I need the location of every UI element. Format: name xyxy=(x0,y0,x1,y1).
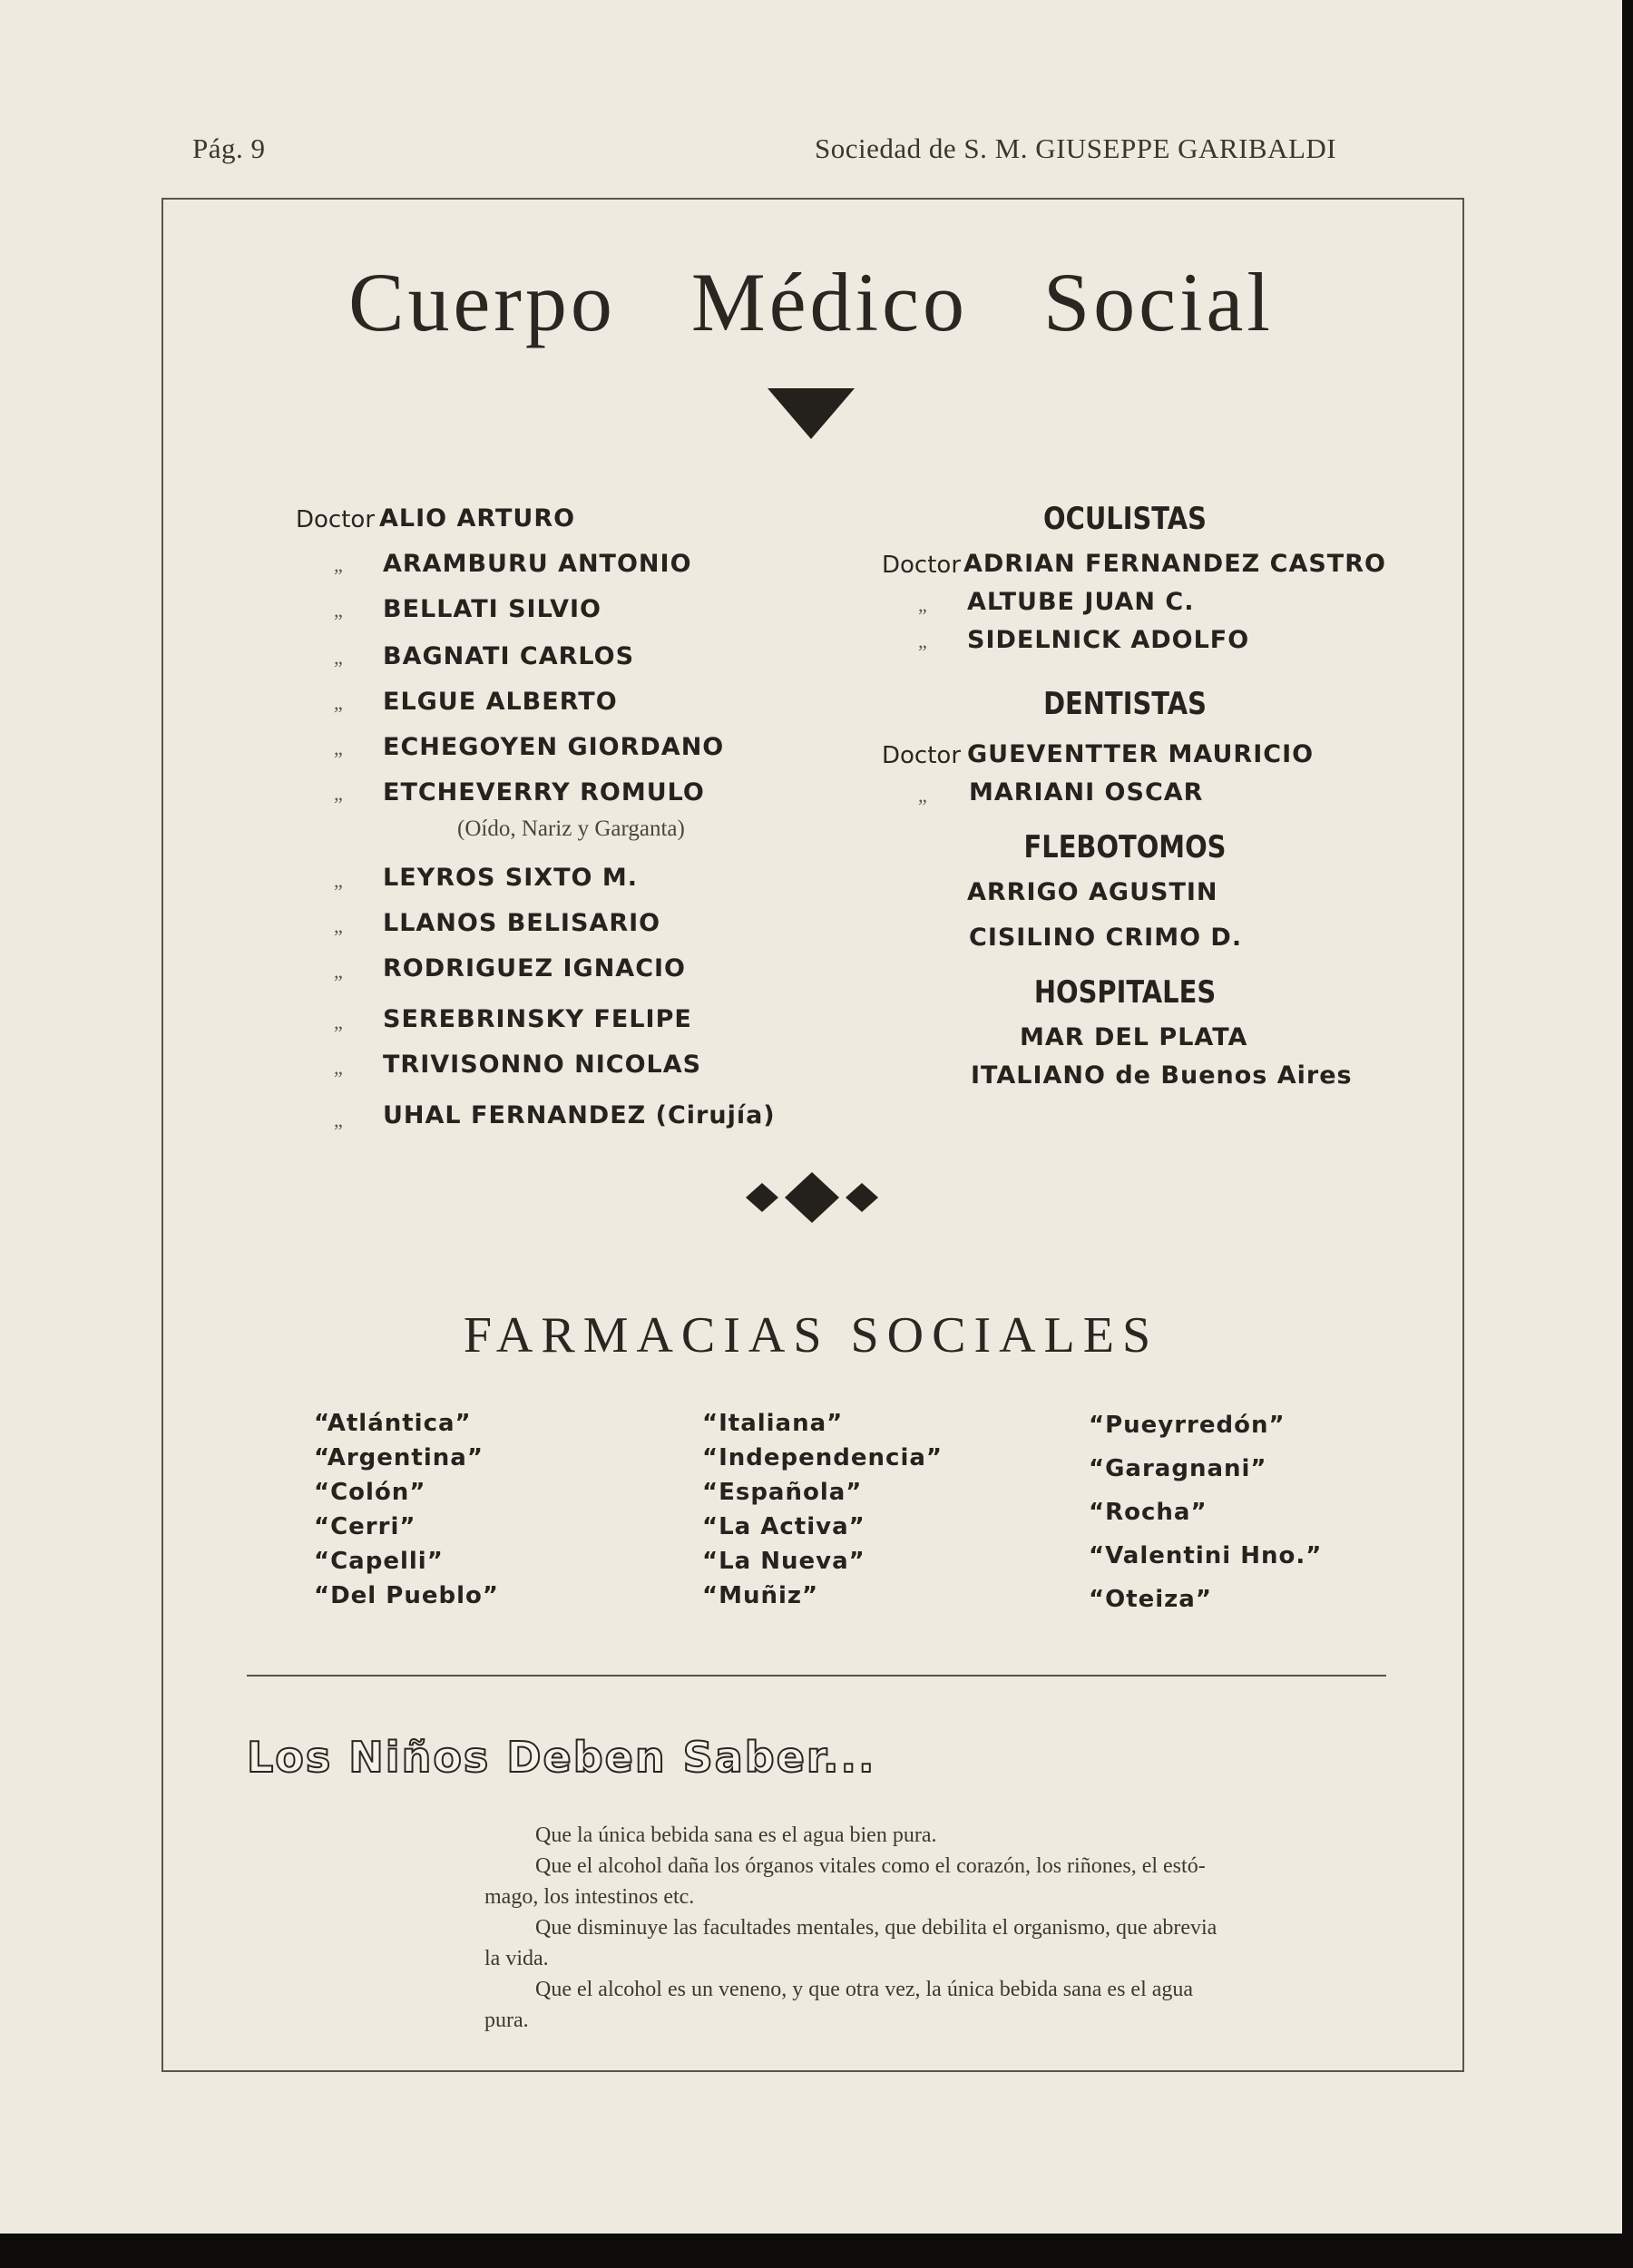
paragraph-line: Que el alcohol daña los órganos vitales como el corazón, los riñones, el estó- xyxy=(535,1854,1206,1878)
ninos-title: Los Niños Deben Saber... xyxy=(247,1733,876,1782)
pharmacy-name: “Oteiza” xyxy=(1089,1586,1212,1613)
doctor-name: BAGNATI CARLOS xyxy=(383,642,635,670)
paragraph-line: pura. xyxy=(484,2009,529,2032)
paragraph-line: mago, los intestinos etc. xyxy=(484,1885,695,1909)
doctor-name: ARAMBURU ANTONIO xyxy=(383,550,692,578)
hospital-name: ITALIANO de Buenos Aires xyxy=(971,1061,1353,1090)
farmacias-title: FARMACIAS SOCIALES xyxy=(463,1307,1159,1364)
ditto-mark: „ xyxy=(334,960,343,982)
doctor-name: LLANOS BELISARIO xyxy=(383,909,661,937)
flebotomos-heading: FLEBOTOMOS xyxy=(1023,829,1227,865)
doctor-name: ETCHEVERRY ROMULO xyxy=(383,778,705,807)
oculista-name: SIDELNICK ADOLFO xyxy=(967,626,1250,654)
ditto-mark: „ xyxy=(334,691,343,714)
ditto-mark: „ xyxy=(334,1011,343,1033)
ditto-mark: „ xyxy=(918,630,927,652)
ditto-mark: „ xyxy=(334,599,343,621)
society-name: Sociedad de S. M. GIUSEPPE GARIBALDI xyxy=(815,132,1337,164)
doctor-name: UHAL FERNANDEZ (Cirujía) xyxy=(383,1101,776,1129)
oculista-name: ALTUBE JUAN C. xyxy=(967,588,1195,616)
paragraph-line: Que disminuye las facultades mentales, que debilita el organismo, que abrevia xyxy=(535,1916,1217,1940)
title-word-1: Cuerpo xyxy=(348,256,616,348)
doctor-name: RODRIGUEZ IGNACIO xyxy=(383,954,687,982)
ditto-mark: „ xyxy=(918,784,927,807)
title-word-3: Social xyxy=(1042,256,1274,348)
triangle-ornament-icon xyxy=(768,388,855,441)
page-frame xyxy=(161,198,1464,2072)
pharmacy-name: “Independencia” xyxy=(702,1444,943,1471)
ditto-mark: „ xyxy=(334,737,343,759)
doctor-label: Doctor xyxy=(882,552,962,579)
ditto-mark: „ xyxy=(334,646,343,669)
doctor-name: SEREBRINSKY FELIPE xyxy=(383,1005,692,1033)
pharmacy-name: “Capelli” xyxy=(314,1548,444,1575)
doctor-name: ELGUE ALBERTO xyxy=(383,688,618,716)
pharmacy-name: “Muñiz” xyxy=(702,1582,819,1609)
pharmacy-name: “La Activa” xyxy=(702,1513,865,1540)
page-number: Pág. 9 xyxy=(192,132,266,164)
dentista-name: MARIANI OSCAR xyxy=(969,778,1204,807)
pharmacy-name: “Italiana” xyxy=(702,1410,844,1437)
pharmacy-name: “Cerri” xyxy=(314,1513,416,1540)
doctor-name: BELLATI SILVIO xyxy=(383,595,601,623)
title-word-2: Médico xyxy=(690,256,968,348)
ditto-mark: „ xyxy=(334,914,343,937)
paragraph-line: Que el alcohol es un veneno, y que otra vez, la única bebida sana es el agua xyxy=(535,1978,1194,2001)
pharmacy-name: “Pueyrredón” xyxy=(1089,1412,1286,1439)
pharmacy-name: “La Nueva” xyxy=(702,1548,865,1575)
hospital-name: MAR DEL PLATA xyxy=(1020,1023,1248,1051)
flebotomo-name: ARRIGO AGUSTIN xyxy=(967,878,1218,906)
section-divider xyxy=(247,1675,1386,1677)
dentista-name: GUEVENTTER MAURICIO xyxy=(967,740,1315,768)
pharmacy-name: “Rocha” xyxy=(1089,1499,1208,1526)
ditto-mark: „ xyxy=(334,1109,343,1131)
pharmacy-name: “Valentini Hno.” xyxy=(1089,1542,1323,1569)
pharmacy-name: “Argentina” xyxy=(314,1444,484,1471)
flebotomo-name: CISILINO CRIMO D. xyxy=(969,924,1243,952)
doctor-label: Doctor xyxy=(296,506,376,533)
pharmacy-name: “Atlántica” xyxy=(314,1410,472,1437)
ditto-mark: „ xyxy=(918,593,927,616)
paragraph-line: Que la única bebida sana es el agua bien pura. xyxy=(535,1823,937,1847)
doctor-label: Doctor xyxy=(882,742,962,769)
cuerpo-medico-title xyxy=(0,254,1622,350)
doctor-name: LEYROS SIXTO M. xyxy=(383,864,638,892)
ditto-mark: „ xyxy=(334,1056,343,1079)
ditto-mark: „ xyxy=(334,553,343,576)
pharmacy-name: “Española” xyxy=(702,1479,863,1506)
pharmacy-name: “Del Pueblo” xyxy=(314,1582,499,1609)
specialty-note: (Oído, Nariz y Garganta) xyxy=(457,816,685,841)
pharmacy-name: “Colón” xyxy=(314,1479,426,1506)
pharmacy-name: “Garagnani” xyxy=(1089,1455,1267,1482)
hospitales-heading: HOSPITALES xyxy=(1033,974,1217,1011)
dentistas-heading: DENTISTAS xyxy=(1043,686,1207,722)
doctor-name: ALIO ARTURO xyxy=(379,504,576,533)
doctor-name: TRIVISONNO NICOLAS xyxy=(383,1051,702,1079)
oculistas-heading: OCULISTAS xyxy=(1043,501,1207,537)
doctor-name: ECHEGOYEN GIORDANO xyxy=(383,733,725,761)
paragraph-line: la vida. xyxy=(484,1947,549,1970)
oculista-name: ADRIAN FERNANDEZ CASTRO xyxy=(963,550,1386,578)
ditto-mark: „ xyxy=(334,782,343,805)
diamond-ornament-icon xyxy=(746,1172,878,1223)
ditto-mark: „ xyxy=(334,869,343,892)
